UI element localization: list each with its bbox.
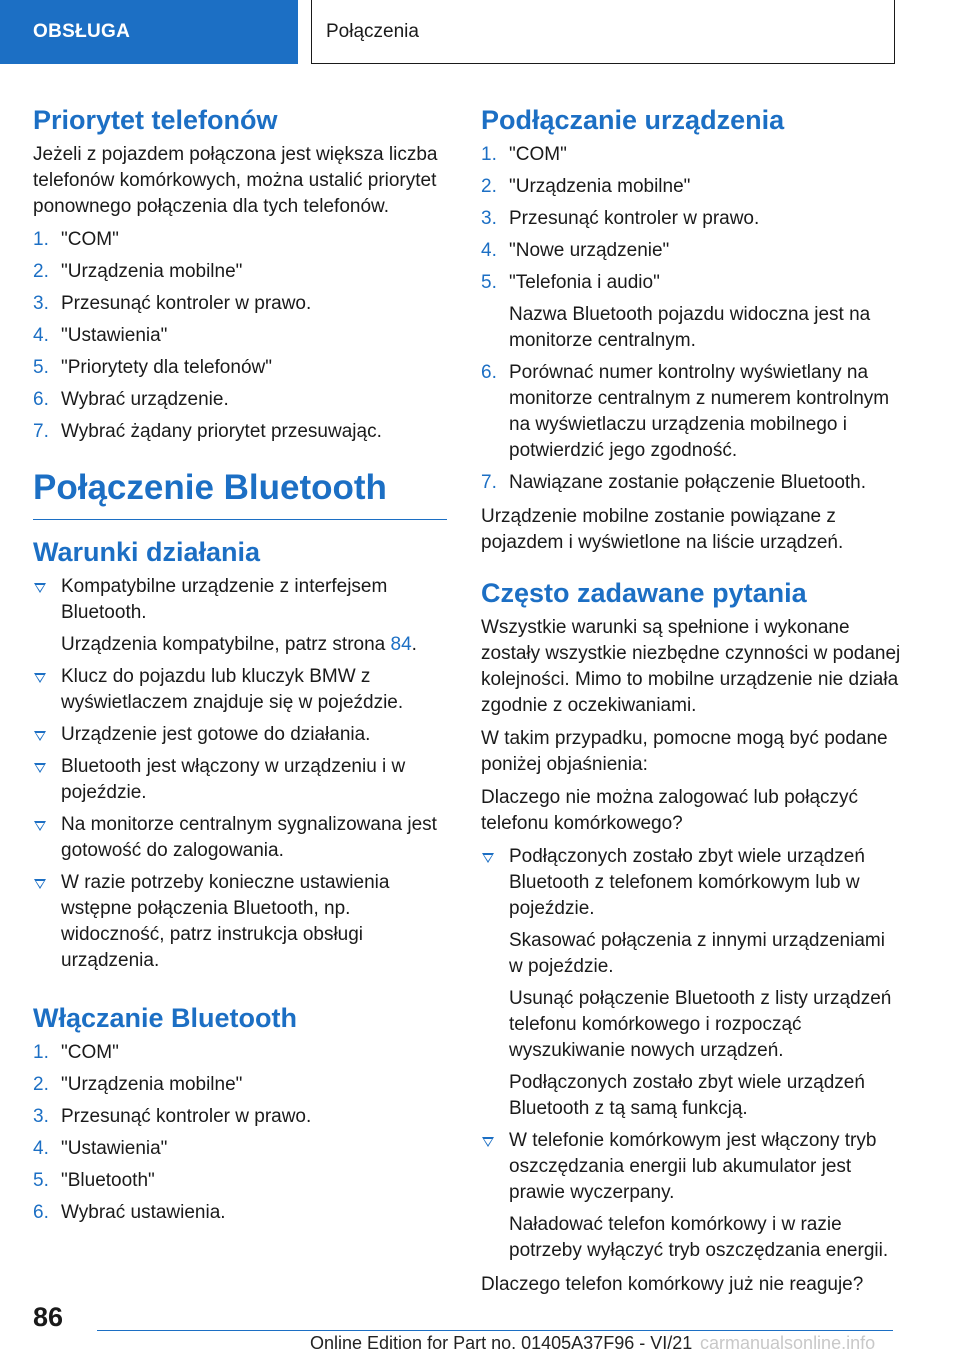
step-text: "COM" bbox=[509, 144, 567, 165]
item-note: Skasować połączenia z innymi urządzeniami w pojeździe. bbox=[509, 930, 885, 977]
step-text: "Bluetooth" bbox=[61, 1170, 155, 1191]
step-text: "COM" bbox=[61, 229, 119, 250]
step-number: 7. bbox=[481, 472, 497, 493]
bluetooth-heading: Połączenie Bluetooth bbox=[33, 467, 447, 520]
footer-rule bbox=[97, 1330, 893, 1331]
step-text: Przesunąć kontroler w prawo. bbox=[61, 293, 312, 314]
step-text: Przesunąć kontroler w prawo. bbox=[61, 1106, 312, 1127]
triangle-bullet-icon bbox=[34, 731, 46, 741]
step-text: Wybrać urządzenie. bbox=[61, 389, 229, 410]
step-text: "Ustawienia" bbox=[61, 1138, 168, 1159]
list-item bbox=[481, 206, 901, 232]
step-number: 2. bbox=[33, 1074, 49, 1095]
faq-intro: Wszystkie warunki są spełnione i wykonane zostały wszystkie niezbędne czynności w podanej kolejności. Mimo to mobilne urządzenie nie działa zgodnie z oczekiwaniami. bbox=[481, 617, 901, 716]
list-item bbox=[33, 722, 447, 748]
item-note: Naładować telefon komórkowy i w razie potrzeby wyłączyć tryb oszczędzania energii. bbox=[509, 1214, 889, 1261]
step-text: Wybrać ustawienia. bbox=[61, 1202, 226, 1223]
step-number: 5. bbox=[33, 357, 49, 378]
triangle-bullet-icon bbox=[34, 821, 46, 831]
requirements-list bbox=[33, 574, 447, 974]
faq-heading: Często zadawane pytania bbox=[481, 578, 807, 608]
step-text: Nawiązane zostanie połączenie Bluetooth. bbox=[509, 472, 867, 493]
step-number: 1. bbox=[481, 144, 497, 165]
list-item bbox=[33, 227, 447, 253]
chapter-label: Połączenia bbox=[326, 20, 419, 42]
chapter-tab bbox=[311, 0, 895, 64]
step-text: "Urządzenia mobilne" bbox=[61, 1074, 243, 1095]
item-text: Podłączonych zostało zbyt wiele urządzeń Bluetooth z telefonem komórkowym lub w pojeździe. bbox=[509, 846, 865, 919]
requirements-heading: Warunki działania bbox=[33, 537, 261, 567]
page-number: 86 bbox=[33, 1302, 64, 1332]
step-number: 5. bbox=[33, 1170, 49, 1191]
step-number: 6. bbox=[33, 389, 49, 410]
list-item bbox=[33, 1104, 447, 1130]
step-number: 4. bbox=[481, 240, 497, 261]
edition-note: Online Edition for Part no. 01405A37F96 - VI/21 bbox=[310, 1333, 693, 1353]
list-item bbox=[481, 270, 901, 354]
step-text: "Telefonia i audio" bbox=[509, 272, 660, 293]
enable-steps bbox=[33, 1040, 447, 1226]
list-item bbox=[33, 387, 447, 413]
step-number: 5. bbox=[481, 272, 497, 293]
faq-answers bbox=[481, 844, 901, 1264]
list-item bbox=[481, 360, 901, 464]
section-tab bbox=[0, 0, 298, 64]
list-item bbox=[481, 1128, 901, 1264]
list-item bbox=[33, 574, 447, 658]
step-number: 1. bbox=[33, 229, 49, 250]
step-number: 2. bbox=[33, 261, 49, 282]
triangle-bullet-icon bbox=[34, 763, 46, 773]
page-link[interactable]: 84 bbox=[390, 634, 412, 655]
step-text: "Urządzenia mobilne" bbox=[61, 261, 243, 282]
section-label: OBSŁUGA bbox=[33, 21, 131, 42]
step-text: "Ustawienia" bbox=[61, 325, 168, 346]
connect-steps bbox=[481, 142, 901, 496]
right-column bbox=[481, 104, 901, 1305]
list-item bbox=[33, 323, 447, 349]
list-item bbox=[33, 291, 447, 317]
item-text: Bluetooth jest włączony w urządzeniu i w pojeździe. bbox=[61, 756, 406, 803]
triangle-bullet-icon bbox=[482, 853, 494, 863]
item-text: Kompatybilne urządzenie z interfejsem Bluetooth. bbox=[61, 576, 388, 623]
step-number: 4. bbox=[33, 325, 49, 346]
priority-heading: Priorytet telefonów bbox=[33, 105, 278, 135]
step-number: 1. bbox=[33, 1042, 49, 1063]
list-item bbox=[33, 1072, 447, 1098]
list-item bbox=[33, 870, 447, 974]
list-item bbox=[33, 1040, 447, 1066]
step-text: "Urządzenia mobilne" bbox=[509, 176, 691, 197]
item-note: Usunąć połączenie Bluetooth z listy urządzeń telefonu komórkowego i rozpocząć wyszukiwanie nowych urządzeń. bbox=[509, 988, 892, 1061]
list-item bbox=[481, 238, 901, 264]
item-text: W razie potrzeby konieczne ustawienia wstępne połączenia Bluetooth, np. widoczność, patrz instrukcja obsługi urządzenia. bbox=[61, 872, 390, 971]
triangle-bullet-icon bbox=[482, 1137, 494, 1147]
priority-intro: Jeżeli z pojazdem połączona jest większa liczba telefonów komórkowych, można ustalić priorytet ponownego połączenia dla tych telefonów. bbox=[33, 144, 438, 217]
faq-hint: W takim przypadku, pomocne mogą być podane poniżej objaśnienia: bbox=[481, 728, 888, 775]
list-item bbox=[33, 1200, 447, 1226]
item-text: W telefonie komórkowym jest włączony tryb oszczędzania energii lub akumulator jest prawie wyczerpany. bbox=[509, 1130, 877, 1203]
step-number: 7. bbox=[33, 421, 49, 442]
step-number: 3. bbox=[481, 208, 497, 229]
note-end: . bbox=[411, 634, 417, 655]
list-item bbox=[481, 844, 901, 1122]
step-text: Przesunąć kontroler w prawo. bbox=[509, 208, 760, 229]
triangle-bullet-icon bbox=[34, 583, 46, 593]
connect-outro: Urządzenie mobilne zostanie powiązane z pojazdem i wyświetlone na liście urządzeń. bbox=[481, 506, 844, 553]
list-item bbox=[481, 174, 901, 200]
watermark: carmanualsonline.info bbox=[700, 1333, 876, 1353]
enable-bluetooth-heading: Włączanie Bluetooth bbox=[33, 1003, 298, 1033]
step-number: 6. bbox=[33, 1202, 49, 1223]
list-item bbox=[33, 664, 447, 716]
step-text: "Priorytety dla telefonów" bbox=[61, 357, 272, 378]
step-note: Nazwa Bluetooth pojazdu widoczna jest na monitorze centralnym. bbox=[509, 304, 871, 351]
connect-heading: Podłączanie urządzenia bbox=[481, 105, 785, 135]
step-text: "COM" bbox=[61, 1042, 119, 1063]
item-text: Na monitorze centralnym sygnalizowana jest gotowość do zalogowania. bbox=[61, 814, 437, 861]
step-number: 3. bbox=[33, 293, 49, 314]
list-item bbox=[481, 142, 901, 168]
list-item bbox=[481, 470, 901, 496]
step-number: 3. bbox=[33, 1106, 49, 1127]
step-text: Wybrać żądany priorytet przesuwając. bbox=[61, 421, 382, 442]
list-item bbox=[33, 419, 447, 445]
left-column bbox=[33, 104, 447, 1234]
list-item bbox=[33, 355, 447, 381]
note-text: Urządzenia kompatybilne, patrz strona bbox=[61, 634, 391, 655]
step-number: 2. bbox=[481, 176, 497, 197]
triangle-bullet-icon bbox=[34, 879, 46, 889]
faq-question-1: Dlaczego nie można zalogować lub połączyć telefonu komórkowego? bbox=[481, 787, 859, 834]
step-number: 4. bbox=[33, 1138, 49, 1159]
list-item bbox=[33, 259, 447, 285]
step-text: "Nowe urządzenie" bbox=[509, 240, 670, 261]
item-note bbox=[61, 632, 447, 658]
list-item bbox=[33, 812, 447, 864]
faq-question-2: Dlaczego telefon komórkowy już nie reaguje? bbox=[481, 1274, 864, 1295]
step-text: Porównać numer kontrolny wyświetlany na monitorze centralnym z numerem kontrolnym na wyświetlaczu urządzenia mobilnego i potwierdzić jego zgodność. bbox=[509, 362, 890, 461]
item-text: Klucz do pojazdu lub kluczyk BMW z wyświetlaczem znajduje się w pojeździe. bbox=[61, 666, 404, 713]
item-note: Podłączonych zostało zbyt wiele urządzeń Bluetooth z tą samą funkcją. bbox=[509, 1072, 865, 1119]
list-item bbox=[33, 754, 447, 806]
item-text: Urządzenie jest gotowe do działania. bbox=[61, 724, 371, 745]
list-item bbox=[33, 1136, 447, 1162]
step-number: 6. bbox=[481, 362, 497, 383]
triangle-bullet-icon bbox=[34, 673, 46, 683]
priority-steps bbox=[33, 227, 447, 445]
list-item bbox=[33, 1168, 447, 1194]
